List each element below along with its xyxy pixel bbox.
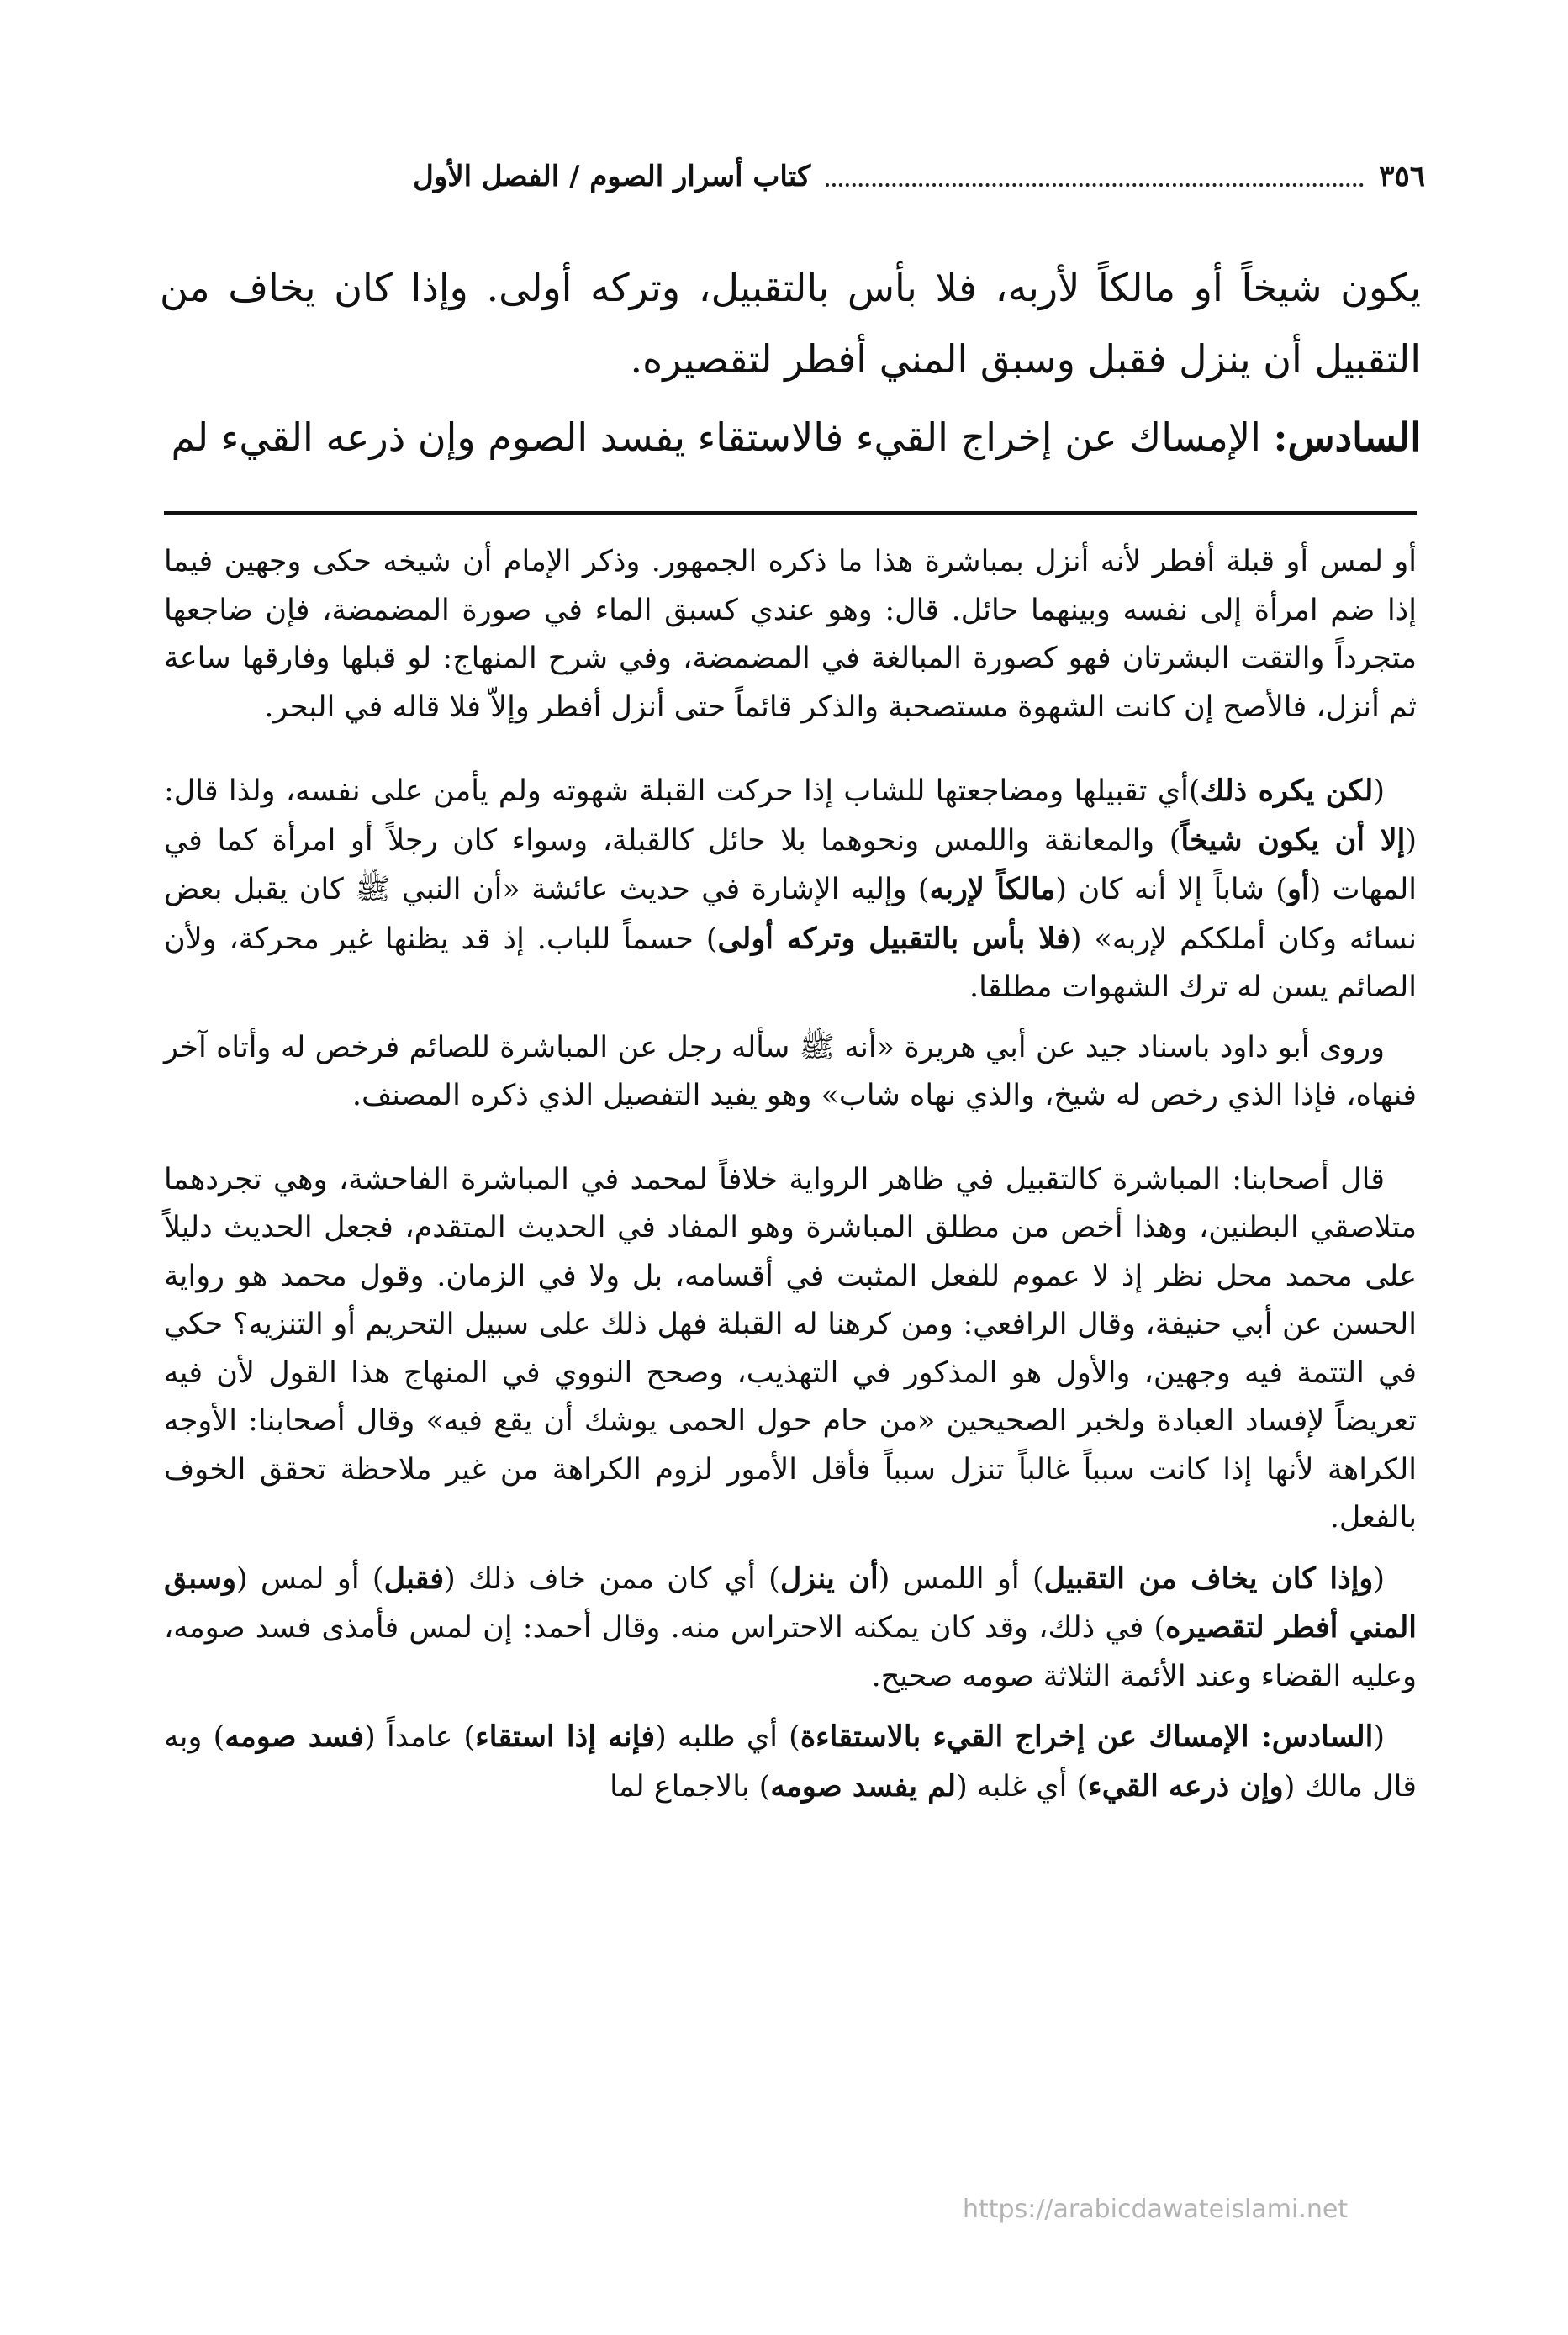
commentary-paragraph: وروى أبو داود باسناد جيد عن أبي هريرة «أنه ﷺ سأله رجل عن المباشرة للصائم فرخص له وأتاه آخر فنهاه، فإذا الذي رخص له شيخ، والذي نهاه شاب» وهو يفيد التفصيل الذي ذكره المصنف. <box>164 1030 1417 1112</box>
section-divider <box>164 511 1417 515</box>
text-run: ) أي طلبه ( <box>655 1720 800 1754</box>
quoted-matn: فإنه إذا استقاء <box>475 1720 656 1754</box>
text-run: ) حسماً للباب. إذ قد يظنها غير محركة، ولأن الصائم يسن له ترك الشهوات مطلقا. <box>164 922 1417 1004</box>
text-run: ) أي غلبه ( <box>956 1769 1089 1804</box>
quoted-matn: أن ينزل <box>779 1561 879 1596</box>
commentary-paragraph <box>164 1713 1417 1811</box>
main-paragraph-text: يكون شيخاً أو مالكاً لأربه، فلا بأس بالتقبيل، وتركه أولى. وإذا كان يخاف من التقبيل أن ينزل فقبل وسبق المني أفطر لتقصيره. <box>160 265 1421 382</box>
quoted-matn: وإن ذرعه القيء <box>1088 1768 1284 1804</box>
quoted-matn: مالكاً لإربه <box>929 872 1056 906</box>
main-paragraph-text: الإمساك عن إخراج القيء فالاستقاء يفسد الصوم وإن ذرعه القيء لم <box>171 415 1274 460</box>
header-leader-dots <box>826 163 1364 187</box>
commentary-paragraph <box>164 767 1417 1012</box>
quoted-matn: فلا بأس بالتقبيل وتركه أولى <box>717 921 1070 956</box>
text-run: ) أي كان ممن خاف ذلك ( <box>444 1561 780 1596</box>
main-text <box>160 252 1421 473</box>
text-run: ) وإليه الإشارة في حديث عائشة «أن النبي ﷺ كان يقبل بعض نسائه وكان أملككم لإربه» ( <box>164 873 1417 956</box>
page-number: ٣٥٦ <box>1379 160 1425 193</box>
chapter-title: كتاب أسرار الصوم / الفصل الأول <box>413 160 811 193</box>
text-run: ( <box>1373 774 1385 808</box>
section-label: السادس: <box>1273 415 1421 460</box>
text-run: ( <box>1373 1561 1385 1596</box>
quoted-matn: لكن يكره ذلك <box>1200 774 1374 808</box>
quoted-matn: السادس: الإمساك عن إخراج القيء بالاستقاءة <box>800 1720 1374 1754</box>
quoted-matn: أو <box>1286 872 1310 906</box>
quoted-matn: إلا أن يكون شيخاً <box>1180 822 1406 858</box>
quoted-matn: لم يفسد صومه <box>770 1768 957 1804</box>
website-watermark: https://arabicdawateislami.net <box>963 2195 1349 2224</box>
text-run: )أي تقبيلها ومضاجعتها للشاب إذا حركت القبلة شهوته ولم يأمن على نفسه، ولذا قال: ( <box>164 774 1417 858</box>
commentary-paragraph: أو لمس أو قبلة أفطر لأنه أنزل بمباشرة هذا ما ذكره الجمهور. وذكر الإمام أن شيخه حكى وجهين فيما إذا ضم امرأة إلى نفسه وبينهما حائل. قال: وهو عندي كسبق الماء في صورة المضمضة، فإن ضاجعها متجرداً والتقت البشرتان فهو كصورة المبالغة في المضمضة، وفي شرح المنهاج: لو قبلها وفارقها ساعة ثم أنزل، فالأصح إن كانت الشهوة مستصحبة والذكر قائماً حتى أنزل أفطر وإلاّ فلا قاله في البحر. <box>164 545 1417 724</box>
page-header <box>143 143 1425 193</box>
text-run: ) شاباً إلا أنه كان ( <box>1055 873 1287 906</box>
commentary-paragraph <box>164 1555 1417 1702</box>
quoted-matn: وإذا كان يخاف من التقبيل <box>1043 1561 1374 1596</box>
text-run: ) عامداً ( <box>364 1720 476 1754</box>
main-paragraph <box>160 402 1421 473</box>
text-run: ) وبه قال مالك ( <box>164 1720 1417 1804</box>
commentary-text <box>164 538 1417 1811</box>
quoted-matn: فقبل <box>383 1561 445 1596</box>
main-paragraph <box>160 252 1421 395</box>
text-run: ( <box>1373 1720 1385 1754</box>
quoted-matn: فسد صومه <box>224 1720 365 1754</box>
text-run: ) بالاجماع لما <box>610 1769 771 1804</box>
text-run: ) أو لمس ( <box>235 1561 384 1596</box>
text-run: ) أو اللمس ( <box>878 1561 1044 1596</box>
text-run: ) والمعانقة واللمس ونحوهما بلا حائل كالقبلة، وسواء كان رجلاً أو امرأة كما في المهات ( <box>164 823 1418 906</box>
text-run: ) في ذلك، وقد كان يمكنه الاحتراس منه. وقال أحمد: إن لمس فأمذى فسد صومه، وعليه القضاء وعند الأئمة الثلاثة صومه صحيح. <box>164 1611 1417 1693</box>
commentary-paragraph: قال أصحابنا: المباشرة كالتقبيل في ظاهر الرواية خلافاً لمحمد في المباشرة الفاحشة، وهي تجردهما متلاصقي البطنين، وهذا أخص من مطلق المباشرة وهو المفاد في الحديث المتقدم، فجعل الحديث دليلاً على محمد محل نظر إذ لا عموم للفعل المثبت في أقسامه، بل ولا في الزمان. وقول محمد هو رواية الحسن عن أبي حنيفة، وقال الرافعي: ومن كرهنا له القبلة فهل ذلك على سبيل التحريم أو التنزيه؟ حكي في التتمة فيه وجهين، والأول هو المذكور في التهذيب، وصحح النووي في المنهاج هذا القول لأن فيه تعريضاً لإفساد العبادة ولخبر الصحيحين «من حام حول الحمى يوشك أن يقع فيه» وقال أصحابنا: الأوجه الكراهة لأنها إذا كانت سبباً غالباً تنزل سبباً فأقل الأمور لزوم الكراهة من غير ملاحظة تحقق الخوف بالفعل. <box>164 1162 1417 1535</box>
quoted-matn: وسبق المني أفطر لتقصيره <box>164 1561 1417 1645</box>
